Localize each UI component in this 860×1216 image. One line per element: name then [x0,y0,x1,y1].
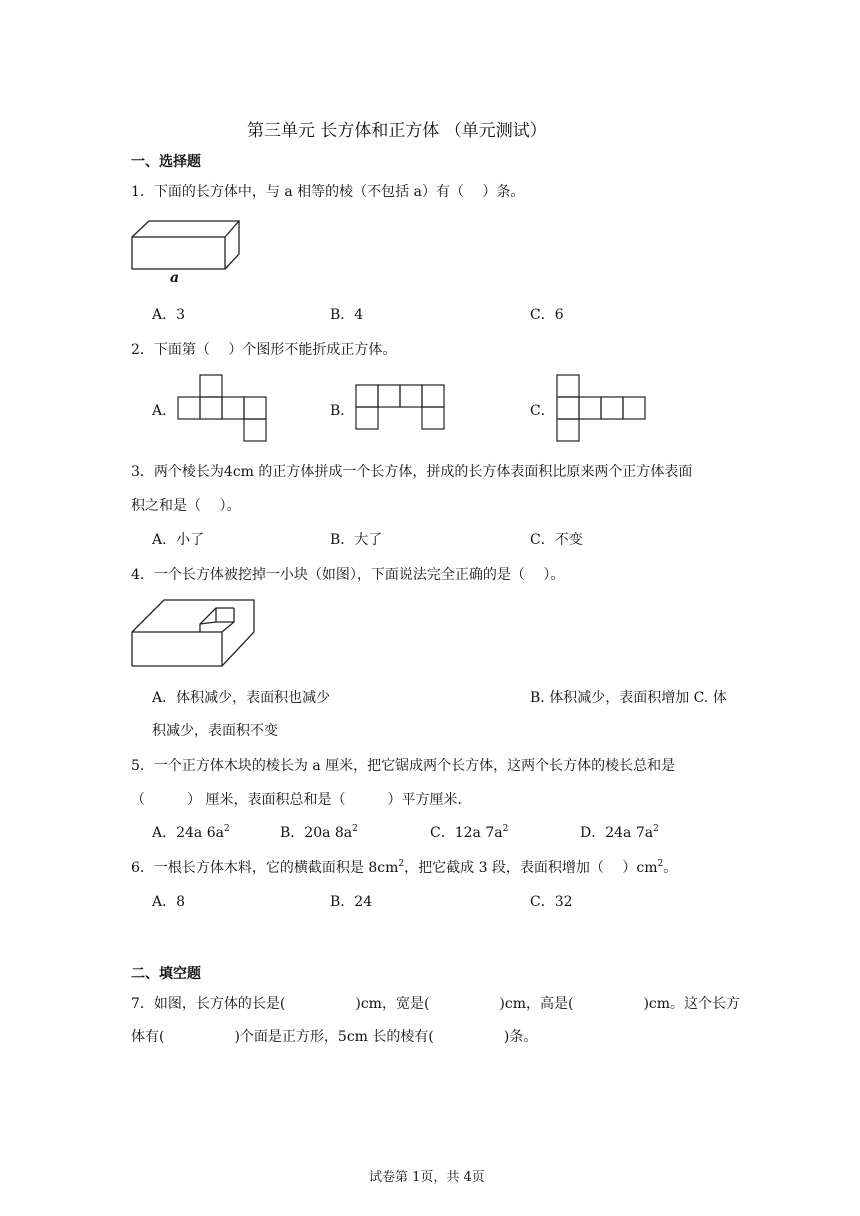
question-3-text-line1: 3．两个棱长为4cm 的正方体拼成一个长方体，拼成的长方体表面积比原来两个正方体表面 [131,464,693,480]
section-fill-heading: 二、填空题 [131,966,201,982]
q5-option-c[interactable]: C．12a $7a^2$ [430,824,509,841]
q3-option-a[interactable]: A．小了 [152,532,205,548]
section-choice-heading: 一、选择题 [131,154,201,170]
cube-net-a [178,374,268,442]
q4-option-a[interactable]: A．体积减少，表面积也减少 [152,690,331,706]
question-4-text: 4．一个长方体被挖掉一小块（如图），下面说法完全正确的是（ ）。 [131,567,565,583]
q3-option-c[interactable]: C．不变 [530,532,583,548]
notched-cuboid-figure [130,598,256,670]
question-2-text: 2．下面第（ ）个图形不能折成正方体。 [131,342,397,358]
q2-option-b[interactable]: B． [330,403,355,419]
edge-label-a: a [170,270,180,286]
q4-option-c-continued: 积减少，表面积不变 [152,723,278,739]
q1-option-a[interactable]: A．3 [152,307,186,323]
q5-option-a[interactable]: A．24a $6a^2$ [152,824,230,841]
q1-option-c[interactable]: C．6 [530,307,564,323]
question-1-text: 1．下面的长方体中，与 a 相等的棱（不包括 a）有（ ）条。 [131,184,525,200]
q2-option-c[interactable]: C． [530,403,555,419]
cube-net-b [356,385,446,431]
page-title: 第三单元 长方体和正方体 （单元测试） [247,121,547,141]
question-7-text-line2: 体有( )个面是正方形，5cm 长的棱有( )条。 [131,1029,538,1045]
q1-option-b[interactable]: B．4 [330,307,364,323]
question-5-text-line1: 5．一个正方体木块的棱长为 a 厘米，把它锯成两个长方体，这两个长方体的棱长总和是 [131,758,676,774]
page-footer: 试卷第 1页，共 4页 [369,1170,485,1185]
q6-option-c[interactable]: C．32 [530,894,573,910]
question-6-text: 6．一根长方体木料，它的横截面积是 $8cm^2$，把它截成 3 段，表面积增加（ ）$cm^2$。 [131,859,678,876]
cube-net-c [556,374,648,442]
cuboid-figure-q1 [130,218,242,288]
q5-option-b[interactable]: B．20a $8a^2$ [280,824,358,841]
q5-option-d[interactable]: D．24a $7a^2$ [580,824,659,841]
q6-option-b[interactable]: B．24 [330,894,373,910]
question-3-text-line2: 积之和是（ ）。 [131,498,241,514]
question-5-text-line2: （ ） 厘米，表面积总和是（ ）平方厘米． [131,792,472,808]
q2-option-a[interactable]: A． [152,403,177,419]
q3-option-b[interactable]: B．大了 [330,532,383,548]
question-7-text-line1: 7．如图，长方体的长是( )cm，宽是( )cm，高是( )cm。这个长方 [131,996,741,1012]
q4-option-b-c[interactable]: B. 体积减少，表面积增加 C. 体 [530,690,727,706]
q6-option-a[interactable]: A．8 [152,894,186,910]
